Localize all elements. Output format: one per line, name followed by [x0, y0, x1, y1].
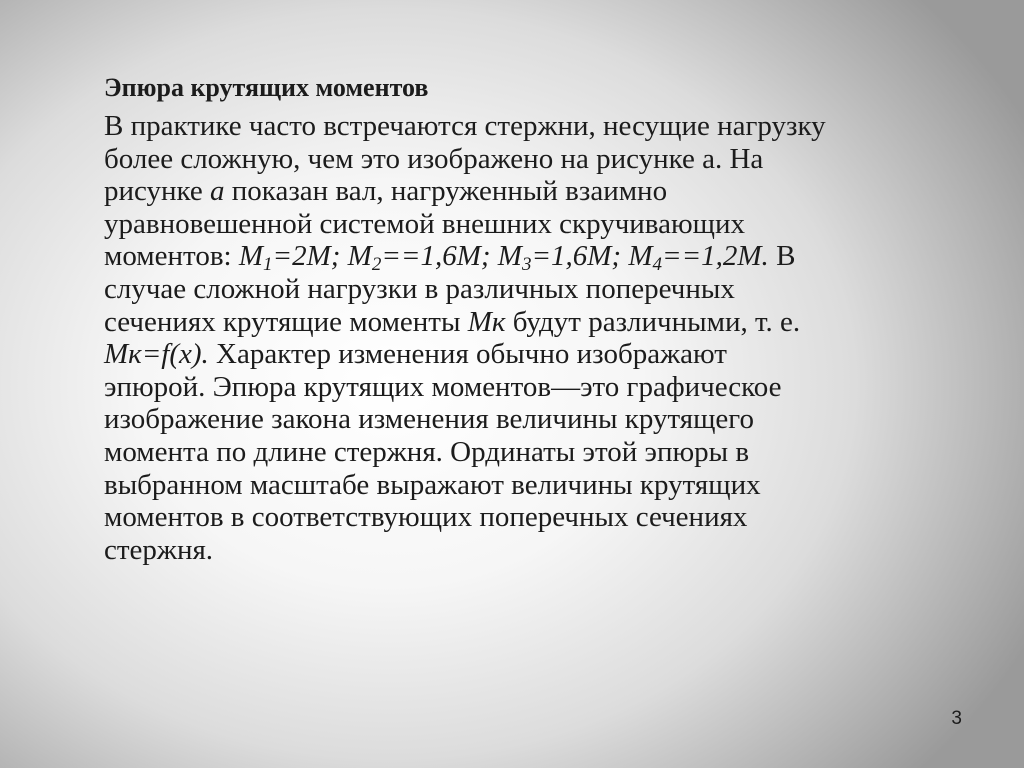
formula-subscript: 4	[652, 254, 663, 276]
text-line: момента по длине стержня. Ординаты этой эпюры в	[104, 435, 750, 468]
formula-m1	[238, 240, 348, 276]
text-run: сечениях крутящие моменты	[104, 305, 468, 338]
text-run: будут различными, т. е.	[505, 305, 801, 338]
formula-m3	[497, 240, 629, 276]
slide-content	[104, 72, 964, 566]
formula-value: =2М;	[272, 240, 348, 273]
text-line	[104, 338, 964, 371]
text-line	[104, 175, 964, 208]
text-line: эпюрой. Эпюра крутящих моментов—это графическое	[104, 370, 782, 403]
page-number: 3	[951, 708, 962, 729]
formula-subscript: 1	[263, 254, 273, 276]
formula-letter: М	[238, 240, 264, 273]
formula-subscript: 3	[521, 254, 532, 276]
italic-term: Мк	[467, 305, 506, 338]
text-line: выбранном масштабе выражают величины крутящих	[104, 468, 761, 501]
formula-subscript: 2	[371, 254, 382, 276]
slide-heading: Эпюра крутящих моментов	[104, 73, 429, 102]
text-line: более сложную, чем это изображено на рисунке а. На	[104, 142, 764, 175]
formula-letter: М	[347, 240, 372, 273]
text-line	[104, 240, 964, 276]
formula-value: ==1,2М.	[662, 240, 769, 273]
text-run: показан вал, нагруженный взаимно	[224, 175, 668, 208]
italic-formula: Мк=f(x).	[104, 338, 209, 371]
text-line: изображение закона изменения величины крутящего	[104, 403, 754, 436]
formula-m4	[628, 240, 769, 276]
text-line: случае сложной нагрузки в различных поперечных	[104, 272, 735, 305]
formula-value: =1,6М;	[531, 240, 629, 273]
formula-letter: М	[628, 240, 653, 273]
text-line: В практике часто встречаются стержни, несущие нагрузку	[104, 110, 826, 142]
text-line: стержня.	[104, 533, 214, 566]
formula-value: ==1,6М;	[381, 240, 498, 273]
formula-m2	[347, 240, 498, 276]
body-paragraph	[104, 110, 964, 566]
italic-term: а	[210, 175, 225, 208]
text-run: Характер изменения обычно изображают	[208, 338, 727, 371]
text-line: уравновешенной системой внешних скручивающих	[104, 207, 746, 240]
text-line	[104, 306, 964, 339]
text-run: рисунке	[104, 175, 211, 208]
formula-letter: М	[497, 240, 522, 273]
text-run: моментов:	[104, 240, 239, 273]
text-line: моментов в соответствующих поперечных сечениях	[104, 501, 748, 534]
text-run: В	[768, 240, 796, 273]
